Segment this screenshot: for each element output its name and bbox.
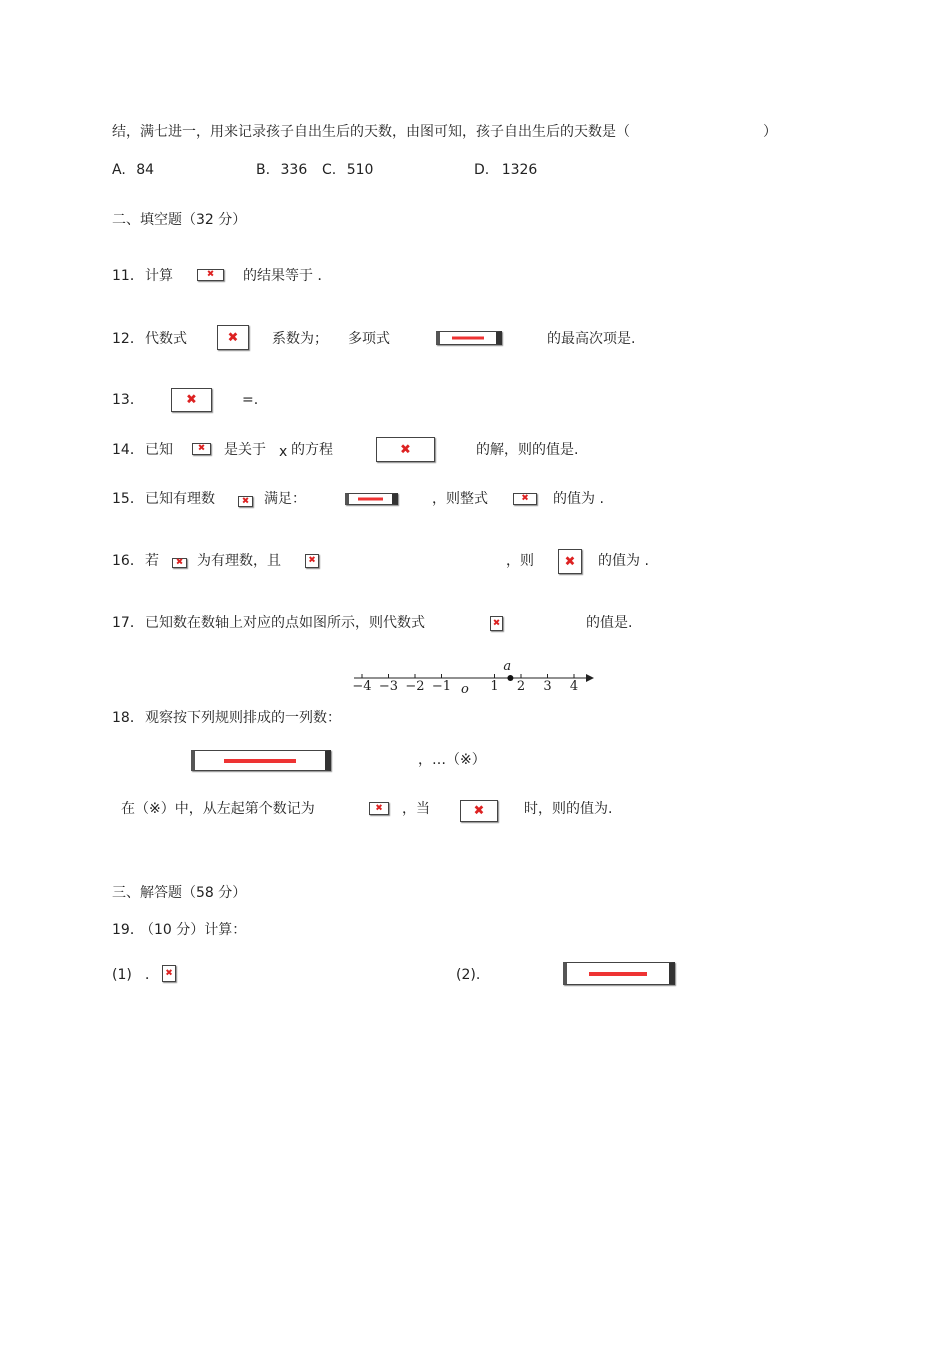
q12-text-c: 多项式 [348,331,390,347]
number-line-tick-label: 3 [543,679,552,694]
q14-text-c: 的方程 [291,442,333,458]
option-a-letter: A. [112,162,126,178]
q18-formula1-image-icon [369,802,389,815]
q16-text-b: 为有理数，且 [197,553,281,569]
q11-formula-image-icon [197,269,224,281]
option-c[interactable] [322,161,373,179]
q14-formula2-image-icon [376,437,435,462]
q13-text-a: =. [242,392,259,408]
q18-number: 18． [112,710,144,726]
q19-part1-label: (1) [112,967,132,983]
q18-formula2-image-icon [460,800,498,822]
q12-number: 12． [112,331,144,347]
q10-text: 结，满七进一，用来记录孩子自出生后的天数，由图可知，孩子自出生后的天数是（ [112,124,630,140]
q15-text-c: ，则整式 [432,491,488,507]
section-2-title: 二、填空题（32 分） [112,212,247,228]
number-line-figure [350,652,600,697]
q12-formula2-image-icon [436,331,502,345]
q18-text-c: 在（※）中，从左起第个数记为 [121,801,315,817]
q18-sequence-image-icon [191,750,331,771]
number-line-arrow-icon [586,674,594,682]
q18-text-b: ，…（※） [418,752,486,768]
q17-text-a: 已知数在数轴上对应的点如图所示，则代数式 [145,615,425,631]
option-b-value: 336 [280,162,308,178]
q19-part2-label: (2). [456,967,481,983]
number-line-tick-label: −2 [405,679,425,694]
q14-variable-x: x [279,444,288,460]
number-line-tick-label: 4 [569,679,579,694]
q17-text-b: 的值是. [586,615,633,631]
option-c-value: 510 [346,162,374,178]
q16-formula3-image-icon [558,549,582,574]
option-b[interactable] [256,161,307,179]
option-a-value: 84 [136,162,155,178]
option-d-value: 1326 [501,162,538,178]
q12-text-a: 代数式 [145,331,187,347]
q12-text-d: 的最高次项是. [547,331,636,347]
number-line-point-a-label: a [503,659,512,674]
q15-text-a: 已知有理数 [145,491,215,507]
q18-text-e: 时，则的值为. [524,801,613,817]
q11-number: 11． [112,268,144,284]
q15-number: 15． [112,491,144,507]
q15-formula3-image-icon [513,493,537,505]
option-c-letter: C. [322,162,337,178]
option-a[interactable] [112,161,154,179]
q16-formula1-image-icon [172,558,187,568]
option-b-letter: B. [256,162,271,178]
q14-text-a: 已知 [145,442,173,458]
q10-stem [112,123,630,141]
number-line-tick-label: −3 [378,679,399,694]
q14-number: 14． [112,442,144,458]
q16-text-a: 若 [145,553,159,569]
q14-text-d: 的解，则的值是. [476,442,579,458]
section-3-title: 三、解答题（58 分） [112,885,247,901]
q13-formula-image-icon [171,388,212,412]
number-line-origin-label: o [461,682,469,697]
q18-text-a: 观察按下列规则排成的一列数： [145,710,341,726]
q11-text-a: 计算 [145,268,173,284]
q18-text-d: ，当 [402,801,430,817]
q15-text-d: 的值为 . [553,491,604,507]
q16-formula2-image-icon [305,554,319,568]
q16-text-d: 的值为 . [598,553,649,569]
q19-part1-dot: ． [145,967,159,983]
q10-close-paren: ） [763,124,777,140]
q19-formula1-image-icon [162,965,176,982]
q16-text-c: ，则 [506,553,534,569]
q12-text-b: 系数为； [272,331,328,347]
q17-number: 17． [112,615,144,631]
q13-number: 13． [112,392,144,408]
number-line-point-a [507,675,513,681]
q19-text-a: （10 分）计算： [140,922,247,938]
q15-text-b: 满足： [264,491,306,507]
q14-formula1-image-icon [192,443,211,455]
number-line-tick-label: −4 [352,679,372,694]
q12-formula1-image-icon [217,325,249,350]
number-line-tick-label: −1 [431,679,452,694]
number-line-tick-label: 2 [516,679,526,694]
number-line-tick-label: 1 [490,679,499,694]
q15-formula2-image-icon [345,493,398,505]
q19-number: 19． [112,922,144,938]
option-d-letter: D. [474,162,490,178]
q11-text-b: 的结果等于 ． [243,268,332,284]
q14-text-b: 是关于 [224,442,266,458]
q17-formula-image-icon [490,616,503,631]
q19-formula2-image-icon [563,962,675,985]
q16-number: 16． [112,553,144,569]
option-d[interactable] [474,161,537,179]
q15-formula1-image-icon [238,496,253,507]
